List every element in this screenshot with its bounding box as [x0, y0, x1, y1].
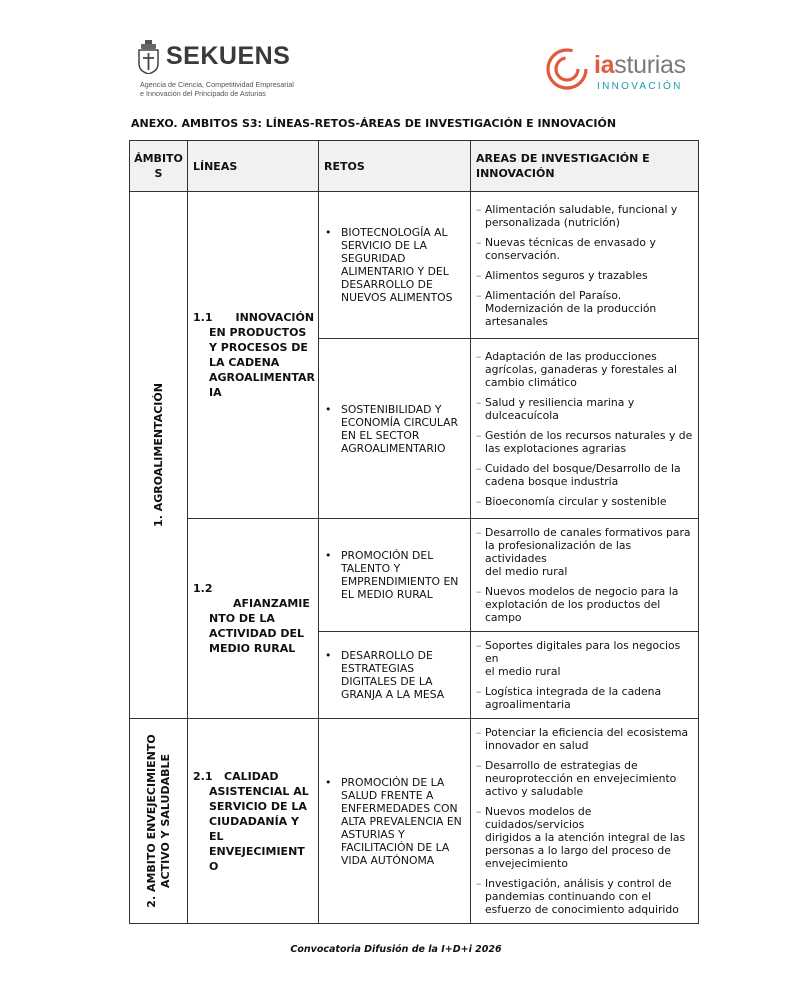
- list-item: – Salud y resiliencia marina y dulceacuícola: [476, 395, 635, 422]
- reto-cell: • SOSTENIBILIDAD Y ECONOMÍA CIRCULAR EN EL SECTOR AGROALIMENTARIO: [319, 339, 471, 519]
- list-item: – Bioeconomía circular y sostenible: [476, 494, 667, 508]
- list-item: – Desarrollo de canales formativos para la profesionalización de las actividades del medio rural: [476, 526, 691, 578]
- linea-cell-1-2: 1.2 AFIANZAMIE NTO DE LA ACTIVIDAD DEL MEDIO RURAL: [188, 519, 319, 719]
- linea-cell-2-1: 2.1 CALIDAD ASISTENCIAL AL SERVICIO DE LA CIUDADANÍA Y EL ENVEJECIMIENT O: [188, 719, 319, 924]
- list-item: – Nuevos modelos de cuidados/servicios dirigidos a la atención integral de las personas a lo largo del proceso de envejecimiento: [476, 805, 686, 870]
- s3-areas-table: [129, 140, 699, 924]
- list-item: – Alimentación del Paraíso. Modernización de la producción artesanales: [476, 288, 657, 328]
- reto-cell: • PROMOCIÓN DEL TALENTO Y EMPRENDIMIENTO EN EL MEDIO RURAL: [319, 519, 471, 632]
- iasturias-logo: [545, 46, 695, 96]
- ambito-label: 1. AGROALIMENTACIÓN: [151, 383, 165, 527]
- ambito-cell-1: [130, 192, 188, 719]
- areas-cell: [471, 192, 699, 339]
- table-row: [130, 519, 699, 632]
- list-item: – Soportes digitales para los negocios en el medio rural: [476, 639, 681, 678]
- asturias-shield-icon: [138, 40, 159, 74]
- list-item: – Adaptación de las producciones agrícolas, ganaderas y forestales al cambio climático: [476, 349, 677, 389]
- list-item: – Investigación, análisis y control de pandemias continuando con el esfuerzo de conocimiento adquirido: [476, 877, 679, 916]
- list-item: – Desarrollo de estrategias de neuroprotección en envejecimiento activo y saludable: [476, 759, 677, 798]
- table-row: [130, 719, 699, 924]
- document-title: ANEXO. AMBITOS S3: LÍNEAS-RETOS-ÁREAS DE INVESTIGACIÓN E INNOVACIÓN: [131, 117, 617, 130]
- areas-cell: [471, 519, 699, 632]
- list-item: – Nuevas técnicas de envasado y conservación.: [476, 235, 656, 262]
- iasturias-subtitle: INNOVACIÓN: [597, 81, 683, 92]
- areas-cell: [471, 719, 699, 924]
- iasturias-wordmark: iasturias: [594, 51, 686, 79]
- reto-cell: • BIOTECNOLOGÍA AL SERVICIO DE LA SEGURIDAD ALIMENTARIO Y DEL DESARROLLO DE NUEVOS ALIMENTOS: [319, 192, 471, 339]
- table-row: [130, 192, 699, 339]
- header-ambitos: ÁMBITO S: [130, 141, 188, 192]
- list-item: – Alimentación saludable, funcional y personalizada (nutrición): [476, 202, 678, 229]
- list-item: – Logística integrada de la cadena agroalimentaria: [476, 685, 662, 711]
- reto-cell: • PROMOCIÓN DE LA SALUD FRENTE A ENFERMEDADES CON ALTA PREVALENCIA EN ASTURIAS Y FACILITACIÓN DE LA VIDA AUTÓNOMA: [319, 719, 471, 924]
- list-item: – Cuidado del bosque/Desarrollo de la cadena bosque industria: [476, 461, 681, 488]
- list-item: – Alimentos seguros y trazables: [476, 268, 648, 282]
- header-lineas: LÍNEAS: [188, 141, 319, 192]
- areas-cell: [471, 339, 699, 519]
- table-header-row: [130, 141, 699, 192]
- sekuens-logo: [138, 38, 338, 100]
- page-footer: Convocatoria Difusión de la I+D+i 2026: [290, 944, 502, 955]
- areas-cell: [471, 632, 699, 719]
- header-areas: AREAS DE INVESTIGACIÓN E INNOVACIÓN: [471, 141, 699, 192]
- iasturias-spiral-icon: [545, 47, 589, 91]
- sekuens-subtitle: Agencia de Ciencia, Competitividad Empresarial e Innovación del Principado de Asturias: [140, 80, 294, 98]
- reto-cell: • DESARROLLO DE ESTRATEGIAS DIGITALES DE LA GRANJA A LA MESA: [319, 632, 471, 719]
- sekuens-wordmark: SEKUENS: [166, 42, 291, 70]
- list-item: – Potenciar la eficiencia del ecosistema innovador en salud: [476, 726, 689, 752]
- linea-cell-1-1: 1.1 INNOVACIÓN EN PRODUCTOS Y PROCESOS DE LA CADENA AGROALIMENTAR IA: [188, 192, 319, 519]
- list-item: – Nuevos modelos de negocio para la explotación de los productos del campo: [476, 585, 679, 624]
- header-retos: RETOS: [319, 141, 471, 192]
- ambito-cell-2: [130, 719, 188, 924]
- ambito-label: 2. AMBITO ENVEJECIMIENTO ACTIVO Y SALUDABLE: [144, 734, 172, 908]
- list-item: – Gestión de los recursos naturales y de las explotaciones agrarias: [476, 428, 693, 455]
